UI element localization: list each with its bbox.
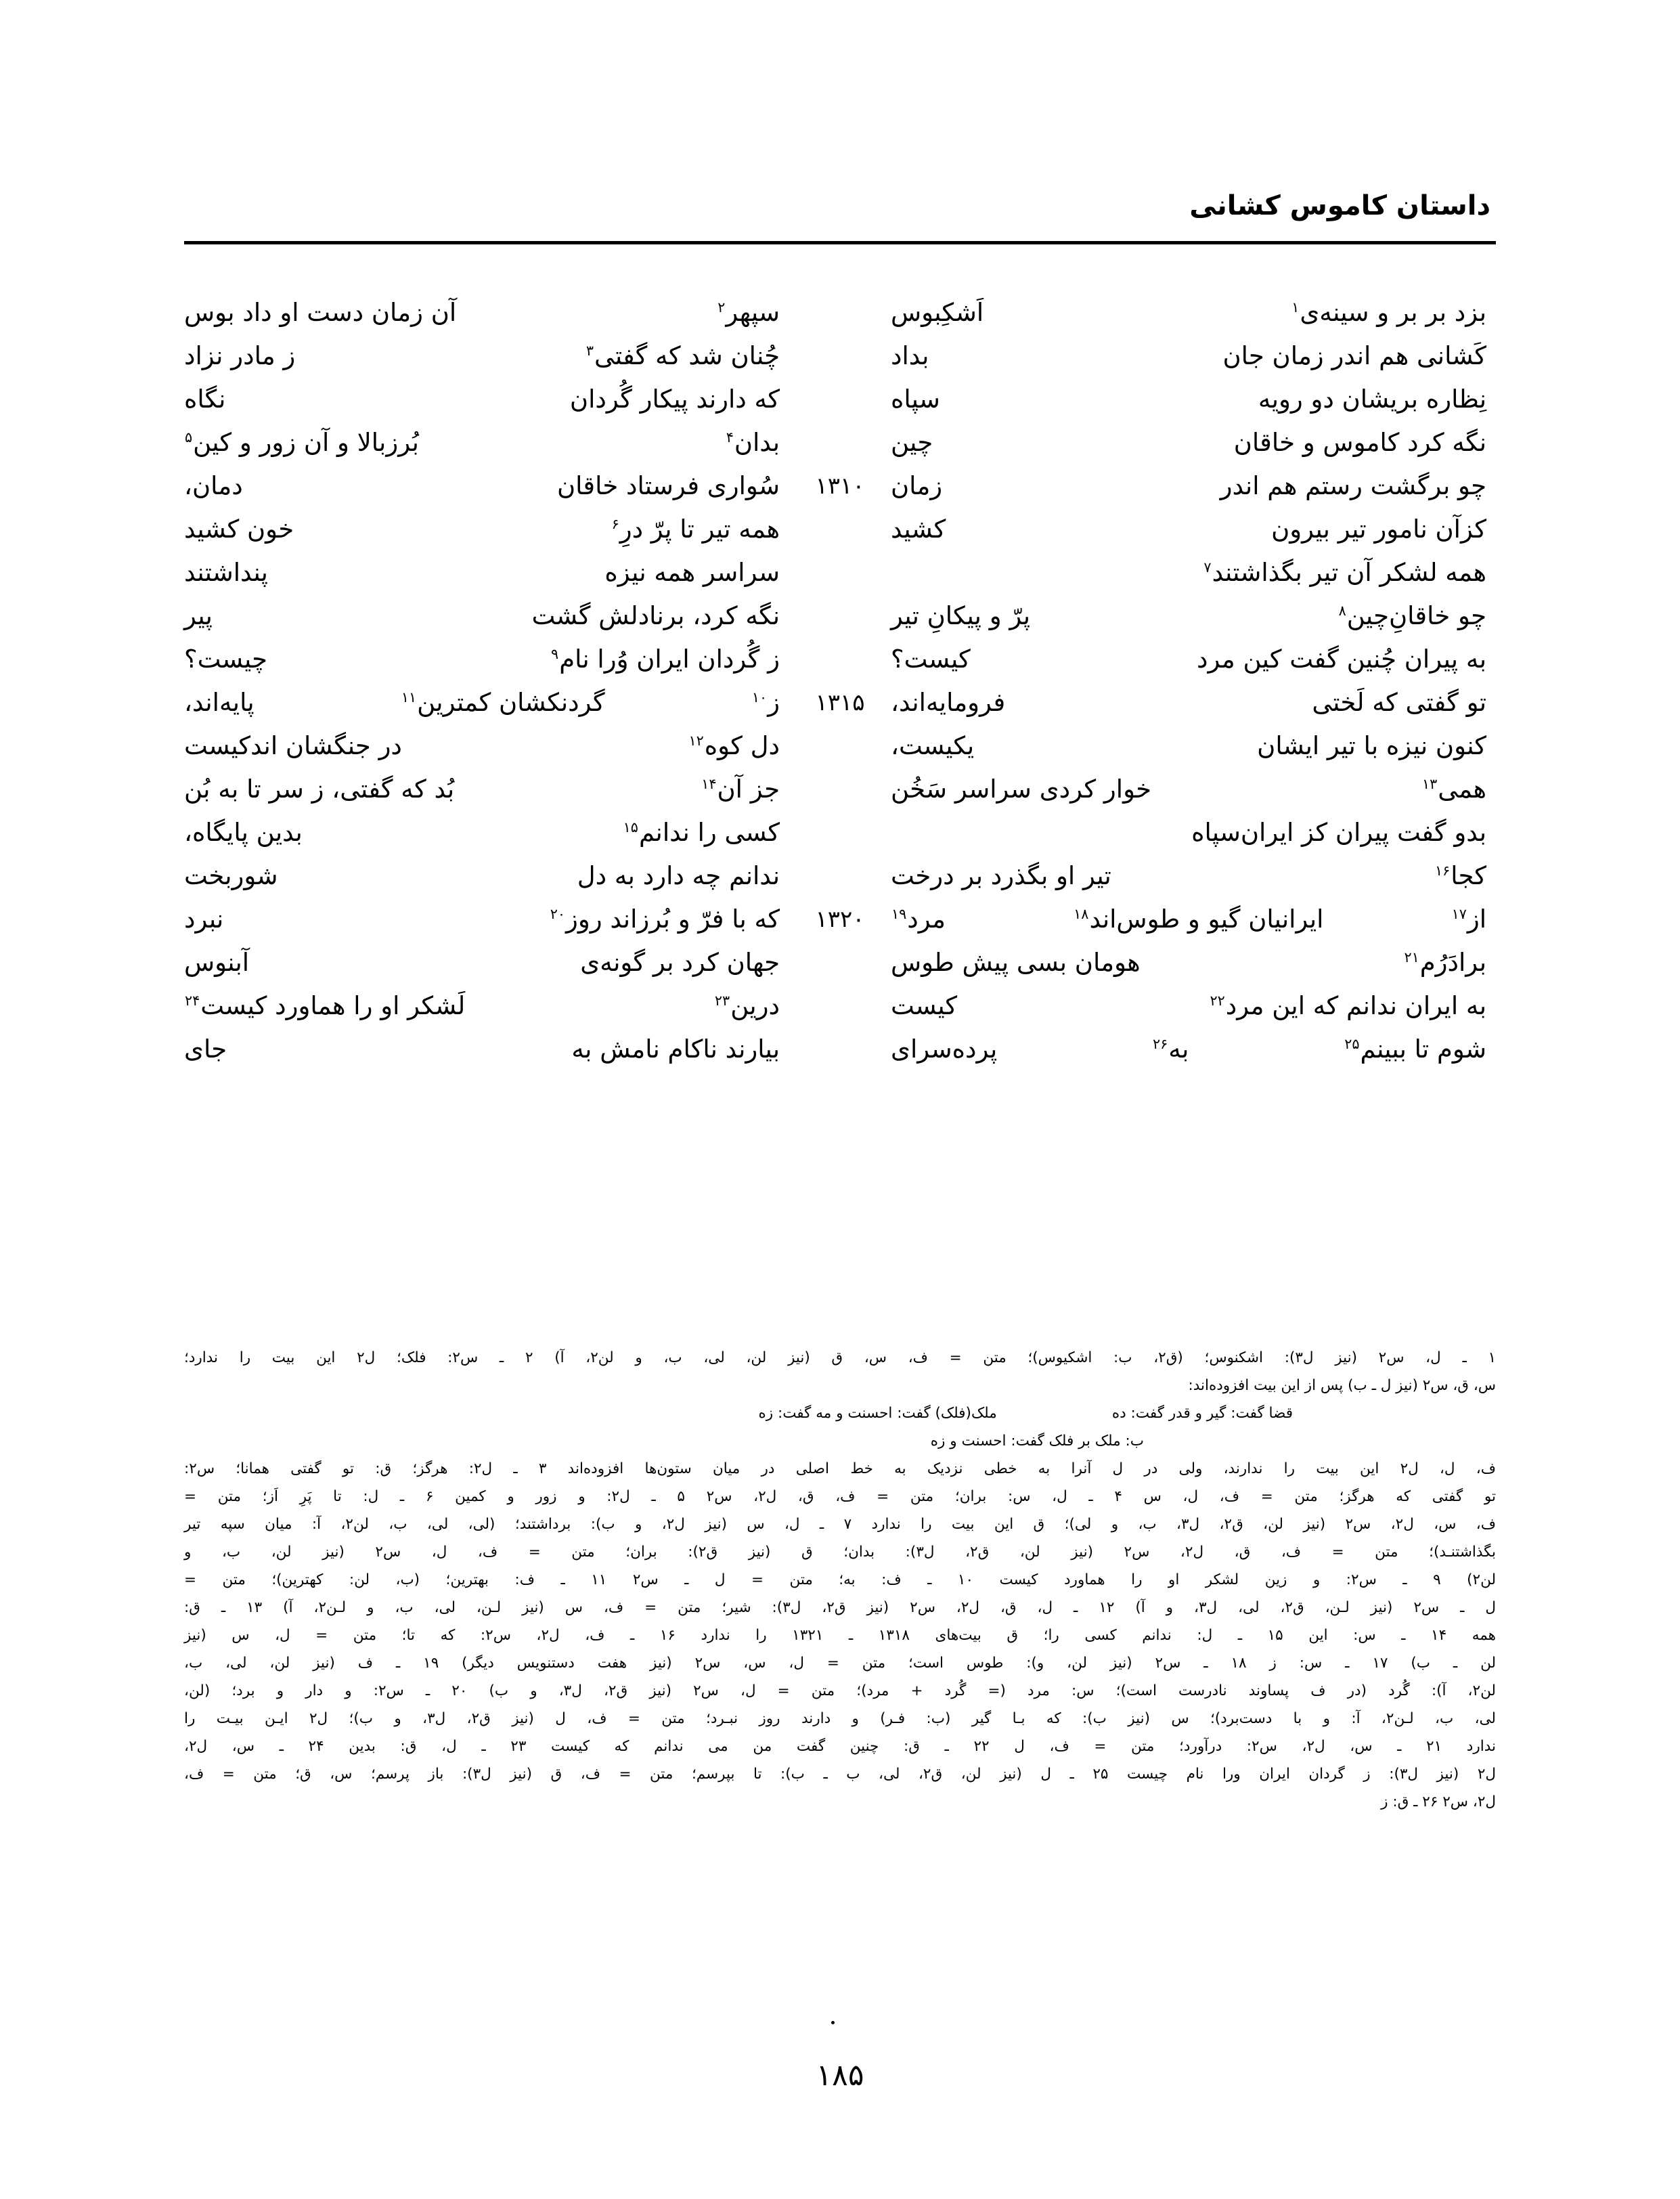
variant-marker: ۱۲	[688, 732, 704, 749]
hemistich-right-cell	[891, 724, 1496, 768]
hemistich-segment: بدان$^۴$	[726, 428, 780, 457]
hemistich-left	[184, 768, 789, 811]
variant-marker: ۲۵	[1344, 1035, 1360, 1052]
verse-number	[789, 334, 891, 343]
hemistich-segment: ایرانیان گیو و طوس‌اند$^{۱۸}$	[1074, 905, 1324, 934]
verse-number	[789, 594, 891, 603]
verse-couplet	[184, 898, 1496, 941]
variant-marker: ۵	[185, 429, 193, 445]
verse-couplet	[184, 291, 1496, 334]
hemistich-left	[184, 811, 789, 854]
variant-marker: ۲۳	[714, 992, 730, 1009]
folio-number: ۱۸۵	[816, 2058, 864, 2093]
hemistich-segment: کشید	[891, 515, 946, 544]
verse-number	[789, 378, 891, 386]
verse-number	[789, 984, 891, 993]
verse-couplet	[184, 508, 1496, 551]
hemistich-segment: خوار کردی سراسر سَخُن	[891, 775, 1152, 804]
variant-marker: ۸	[1338, 602, 1346, 619]
hemistich-segment: هومان بسی پیش طوس	[891, 948, 1141, 977]
hemistich-segment: لَشکر او را هماورد کیست$^{۲۴}$	[185, 991, 466, 1020]
hemistich-segment: همه تیر تا پرّ درِ$^۶$	[611, 515, 780, 544]
apparatus-inserted-variant	[184, 1427, 1496, 1455]
hemistich-segment: به ایران ندانم که این مرد$^{۲۲}$	[1210, 991, 1486, 1020]
hemistich-left-cell	[184, 768, 789, 811]
variant-marker: ۲۴	[185, 992, 200, 1009]
hemistich-right-cell	[891, 378, 1496, 421]
hemistich-right-cell	[891, 291, 1496, 334]
hemistich-left	[184, 421, 789, 464]
hemistich-segment: دمان،	[184, 471, 243, 500]
apparatus-line: لن۲، آ): گُرد (در ف پساوند نادرست است)؛ س: مرد (= گُرد + مرد)؛ متن = ل، س۲ (نیز ق۲، ل۳، و ب) ۲۰ ـ س۲: و دار و برد؛ (لن،	[184, 1682, 1496, 1699]
hemistich-right	[891, 464, 1496, 508]
hemistich-right	[891, 768, 1496, 811]
hemistich-left-cell	[184, 378, 789, 421]
hemistich-left	[184, 898, 789, 941]
hemistich-segment: ندانم چه دارد به دل	[577, 861, 780, 890]
hemistich-right	[891, 378, 1496, 421]
verse-number	[789, 421, 891, 429]
hemistich-segment: بزد بر بر و سینه‌ی$^۱$	[1291, 298, 1486, 327]
running-head: داستان کاموس کشانی	[1189, 190, 1490, 221]
variant-marker: ۱۶	[1434, 862, 1451, 879]
hemistich-right	[891, 854, 1496, 898]
apparatus-line: بگذاشتنـد)؛ متن = ف، ق، ل۲، س۲ (نیز لن، ق۲، ل۳): بدان؛ ق (نیز ق۲): بران؛ متن = ف، ل، س۲ (نیز لن، ب، و	[184, 1544, 1497, 1561]
hemistich-right-cell	[891, 551, 1496, 594]
verse-number: ۱۳۱۰	[815, 473, 865, 500]
hemistich-right	[891, 638, 1496, 681]
hemistich-segment: پنداشتند	[184, 558, 268, 587]
apparatus-line: تو گفتی که هرگز؛ متن = ف، ل، س ۴ ـ ل، س: بران؛ متن = ف، ق، ل۲، س۲ ۵ ـ ل۲: و زور و کمین ۶ ـ ل: تا پَرِ اَز؛ متن =	[184, 1488, 1496, 1505]
hemistich-left-cell	[184, 811, 789, 854]
hemistich-right	[891, 941, 1496, 984]
hemistich-segment: بدو گفت پیران کز ایران‌سپاه	[1191, 818, 1486, 847]
hemistich-left	[184, 681, 789, 724]
variant-marker: ۱۵	[623, 819, 638, 835]
hemistich-right-cell	[891, 768, 1496, 811]
verse-couplet	[184, 1028, 1496, 1071]
apparatus-inserted-couplet	[184, 1399, 1496, 1427]
hemistich-left	[184, 854, 789, 898]
hemistich-right	[891, 724, 1496, 768]
hemistich-segment: ز$^{۱۰}$	[751, 688, 780, 717]
header-divider	[184, 241, 1496, 244]
verse-couplet	[184, 768, 1496, 811]
verse-number	[789, 724, 891, 733]
variant-marker: ۱۰	[751, 689, 768, 705]
hemistich-left	[184, 551, 789, 594]
hemistich-segment: گردنکشان کمترین$^{۱۱}$	[401, 688, 605, 717]
hemistich-left	[184, 378, 789, 421]
hemistich-left-cell	[184, 551, 789, 594]
hemistich-segment: سپاه	[891, 385, 940, 414]
verse-number	[789, 551, 891, 559]
hemistich-left-cell	[184, 681, 789, 724]
hemistich-right-cell	[891, 464, 1496, 508]
hemistich-right	[891, 984, 1496, 1028]
hemistich-left	[184, 638, 789, 681]
hemistich-segment: پیر	[184, 601, 213, 630]
hemistich-right-cell	[891, 984, 1496, 1028]
verse-number: ۱۳۲۰	[815, 906, 865, 933]
hemistich-left-cell	[184, 638, 789, 681]
hemistich-segment: سپهر$^۲$	[717, 298, 780, 327]
hemistich-segment: ز گُردان ایران وُرا نام$^۹$	[551, 645, 780, 674]
hemistich-left	[184, 291, 789, 334]
variant-marker: ۹	[551, 645, 559, 662]
hemistich-segment: کنون نیزه با تیر ایشان	[1257, 731, 1486, 760]
hemistich-segment: پرّ و پیکانِ تیر	[891, 601, 1031, 630]
hemistich-left	[184, 724, 789, 768]
inserted-hemistich-left: ملک(فلک) گفت: احسنت و مه گفت: زه	[758, 1405, 997, 1422]
hemistich-right	[891, 811, 1496, 854]
variant-marker: ۲۰	[550, 905, 566, 922]
apparatus-line: ف، س، ل۲، س۲ (نیز لن، ق۲، ل۳، ب، و لی)؛ ق این بیت را ندارد ۷ ـ ل، س (نیز ل۲، و ب): برداشتند؛ (لی، لی، ب، لن۲، آ: میان سپه تیر	[184, 1516, 1496, 1533]
hemistich-left-cell	[184, 508, 789, 551]
hemistich-left-cell	[184, 291, 789, 334]
hemistich-right	[891, 421, 1496, 464]
apparatus-line: ۱ ـ ل، س۲ (نیز ل۳): اشکنوس؛ (ق۲، ب: اشکیوس)؛ متن = ف، س، ق (نیز لن، لی، ب، و لن۲، آ) ۲ ـ س۲: فلک؛ ل۲ این بیت را ندارد؛	[184, 1349, 1497, 1366]
verse-couplet	[184, 638, 1496, 681]
hemistich-right-cell	[891, 334, 1496, 378]
verse-couplet	[184, 421, 1496, 464]
verse-couplet	[184, 854, 1496, 898]
hemistich-segment: همه لشکر آن تیر بگذاشتند$^۷$	[1203, 558, 1486, 587]
hemistich-segment: نِظاره بریشان دو رویه	[1258, 385, 1486, 414]
hemistich-segment: پرده‌سرای	[891, 1035, 998, 1064]
hemistich-left-cell	[184, 1028, 789, 1071]
hemistich-segment: بیارند ناکام نامش به	[571, 1035, 780, 1064]
verse-number	[789, 508, 891, 516]
hemistich-right	[891, 681, 1496, 724]
verse-couplet	[184, 681, 1496, 724]
variant-marker: ۱۱	[401, 689, 417, 705]
hemistich-segment: چین	[891, 428, 933, 457]
hemistich-segment: جز آن$^{۱۴}$	[701, 775, 780, 804]
hemistich-segment: ز مادر نزاد	[184, 341, 296, 370]
verse-couplet	[184, 941, 1496, 984]
hemistich-right	[891, 594, 1496, 638]
variant-marker: ۲۲	[1210, 992, 1225, 1009]
variant-marker: ۴	[726, 429, 734, 445]
hemistich-segment: چُنان شد که گفتی$^۳$	[585, 341, 780, 370]
hemistich-segment: بدین پایگاه،	[184, 818, 303, 847]
hemistich-segment: کسی را ندانم$^{۱۵}$	[623, 818, 780, 847]
verse-number	[789, 854, 891, 863]
hemistich-right-cell	[891, 898, 1496, 941]
hemistich-segment: سراسر همه نیزه	[604, 558, 780, 587]
variant-marker: ۱۳	[1421, 775, 1438, 792]
hemistich-right	[891, 508, 1496, 551]
hemistich-segment: یکیست،	[891, 731, 975, 760]
apparatus-line: ف، ل، ل۲ این بیت را ندارند، ولی در ل آنرا به خطی نزدیک به خط اصلی در میان ستون‌ها افزوده‌اند ۳ ـ ل۲: هرگز؛ ق: تو گفتی همانا؛ س۲:	[184, 1460, 1496, 1477]
hemistich-right-cell	[891, 1028, 1496, 1071]
hemistich-segment: از$^{۱۷}$	[1451, 905, 1486, 934]
hemistich-segment: کَشانی هم اندر زمان جان	[1222, 341, 1486, 370]
ink-speck	[831, 2021, 835, 2024]
verse-number	[789, 768, 891, 776]
hemistich-segment: که دارند پیکار گُردان	[569, 385, 780, 414]
hemistich-segment: که با فرّ و بُرزاند روز$^{۲۰}$	[550, 905, 780, 934]
page-header	[184, 191, 1496, 265]
hemistich-right-cell	[891, 508, 1496, 551]
hemistich-segment: مرد$^{۱۹}$	[891, 905, 946, 934]
hemistich-right-cell	[891, 421, 1496, 464]
hemistich-segment: اَشکِبوس	[891, 298, 984, 327]
verse-couplet	[184, 551, 1496, 594]
inserted-variant-text: ب: ملک بر فلک گفت: احسنت و زه	[930, 1433, 1144, 1450]
hemistich-left	[184, 464, 789, 508]
hemistich-segment: تو گفتی که لَختی	[1312, 688, 1486, 717]
variant-marker: ۶	[611, 515, 619, 532]
hemistich-right-cell	[891, 811, 1496, 854]
hemistich-segment: چو برگشت رستم هم اندر	[1220, 471, 1486, 500]
hemistich-segment: به پیران چُنین گفت کین مرد	[1197, 645, 1486, 674]
verse-couplet	[184, 984, 1496, 1028]
hemistich-segment: همی$^{۱۳}$	[1421, 775, 1486, 804]
apparatus-line: ل۲ (نیز ل۳): ز گردان ایران ورا نام چیست ۲۵ ـ ل (نیز لن، ق۲، لی، ب ـ ب): تا بپرسم؛ متن = ف، ق (نیز ل۳): باز پرسم؛ س، ق؛ متن = ف،	[184, 1766, 1496, 1783]
hemistich-segment: نگه کرد کاموس و خاقان	[1233, 428, 1486, 457]
hemistich-right	[891, 334, 1496, 378]
hemistich-segment: جهان کرد بر گونه‌ی	[580, 948, 780, 977]
hemistich-right-cell	[891, 594, 1496, 638]
hemistich-right-cell	[891, 681, 1496, 724]
hemistich-segment: سُواری فرستاد خاقان	[556, 471, 780, 500]
verse-number	[789, 638, 891, 646]
hemistich-left-cell	[184, 334, 789, 378]
hemistich-right	[891, 898, 1496, 941]
variant-marker: ۲۶	[1153, 1035, 1168, 1052]
hemistich-segment: کیست؟	[891, 645, 971, 674]
hemistich-segment: برادَرُم$^{۲۱}$	[1404, 948, 1486, 977]
apparatus-line: ل ـ س۲ (نیز لـن، ق۲، لی، ل۳، و آ) ۱۲ ـ ل، ق، ل۲، س۲ (نیز ق۲، ل۳): شیر؛ متن = ف، س (نیز لـن، لی، ب، و لـن۲، آ) ۱۳ ـ ق:	[184, 1599, 1496, 1616]
variant-marker: ۷	[1203, 559, 1212, 575]
hemistich-segment: بداد	[891, 341, 929, 370]
hemistich-segment: بُد که گفتی، ز سر تا به بُن	[184, 775, 455, 804]
variant-marker: ۱	[1291, 299, 1300, 315]
apparatus-line: ل۲، س۲ ۲۶ ـ ق: ز	[1381, 1793, 1496, 1810]
verse-couplet	[184, 594, 1496, 638]
hemistich-segment: تیر او بگذرد بر درخت	[891, 861, 1111, 890]
hemistich-segment: نگه کرد، برنادلش گشت	[531, 601, 780, 630]
verse-body	[184, 291, 1496, 1071]
verse-couplet	[184, 724, 1496, 768]
verse-number: ۱۳۱۵	[815, 689, 865, 716]
verse-number	[789, 291, 891, 299]
hemistich-left	[184, 984, 789, 1028]
hemistich-segment: نبرد	[184, 905, 224, 934]
variant-marker: ۱۹	[891, 905, 907, 922]
hemistich-left-cell	[184, 594, 789, 638]
hemistich-left	[184, 334, 789, 378]
variant-marker: ۳	[585, 342, 594, 359]
hemistich-segment: به$^{۲۶}$	[1153, 1035, 1189, 1064]
hemistich-left-cell	[184, 984, 789, 1028]
verse-number	[789, 941, 891, 949]
verse-number	[789, 811, 891, 819]
hemistich-segment: درین$^{۲۳}$	[714, 991, 780, 1020]
hemistich-segment: کجا$^{۱۶}$	[1434, 861, 1486, 890]
variant-marker: ۱۸	[1074, 905, 1089, 922]
hemistich-right	[891, 1028, 1496, 1071]
hemistich-segment: کیست	[891, 991, 958, 1020]
hemistich-segment: پایه‌اند،	[184, 688, 255, 717]
hemistich-right-cell	[891, 941, 1496, 984]
verse-number	[789, 1028, 891, 1036]
hemistich-segment: شوم تا ببینم$^{۲۵}$	[1344, 1035, 1486, 1064]
hemistich-right	[891, 291, 1496, 334]
hemistich-segment: آبنوس	[184, 948, 250, 977]
hemistich-segment: فرومایه‌اند،	[891, 688, 1006, 717]
hemistich-segment: خون کشید	[184, 515, 294, 544]
variant-marker: ۱۴	[701, 775, 717, 792]
verse-couplet	[184, 334, 1496, 378]
hemistich-segment: جای	[184, 1035, 227, 1064]
hemistich-segment: چو خاقانِ‌چین$^۸$	[1338, 601, 1486, 630]
apparatus-line: ندارد ۲۱ ـ س، ل۲، س۲: درآورد؛ متن = ف، ل ۲۲ ـ ق: چنین گفت من می ندانم که کیست ۲۳ ـ ل، ق: بدین ۲۴ ـ س، ل۲،	[184, 1738, 1496, 1755]
hemistich-left-cell	[184, 898, 789, 941]
apparatus-line: همه ۱۴ ـ س: این ۱۵ ـ ل: ندانم کسی را؛ ق بیت‌های ۱۳۱۸ ـ ۱۳۲۱ را ندارد ۱۶ ـ ف، ل۲، س۲: که تا؛ متن = ل، س (نیز	[184, 1627, 1497, 1644]
hemistich-right-cell	[891, 854, 1496, 898]
hemistich-segment: دل کوه$^{۱۲}$	[688, 731, 780, 760]
variant-marker: ۲	[717, 299, 726, 315]
apparatus-line: لی، ب، لـن۲، آ: و با دست‌برد)؛ س (نیز ب): که بـا گیر (ب: فـر) و دارند روز نبـرد؛ متن = ف، ل (نیز ق۲، ل۳، و ب)؛ ل۲ ایـن بیـت را	[184, 1710, 1496, 1727]
hemistich-segment: زمان	[891, 471, 943, 500]
inserted-hemistich-right: قضا گفت: گیر و قدر گفت: ده	[1111, 1405, 1293, 1422]
hemistich-segment: چیست؟	[184, 645, 268, 674]
hemistich-left-cell	[184, 854, 789, 898]
hemistich-left-cell	[184, 941, 789, 984]
hemistich-left-cell	[184, 724, 789, 768]
hemistich-segment: بُرزبالا و آن زور و کین$^۵$	[185, 428, 419, 457]
verse-couplet	[184, 464, 1496, 508]
hemistich-right-cell	[891, 638, 1496, 681]
hemistich-segment: شوربخت	[184, 861, 278, 890]
hemistich-segment: آن زمان دست او داد بوس	[184, 298, 457, 327]
hemistich-segment: کزآن نامور تیر بیرون	[1271, 515, 1486, 544]
verse-couplet	[184, 811, 1496, 854]
apparatus-line: س، ق، س۲ (نیز ل ـ ب) پس از این بیت افزوده‌اند:	[1188, 1377, 1496, 1394]
hemistich-left	[184, 594, 789, 638]
hemistich-segment: در جنگشان اندکیست	[184, 731, 402, 760]
hemistich-left-cell	[184, 464, 789, 508]
variant-marker: ۲۱	[1404, 949, 1419, 965]
variant-marker: ۱۷	[1451, 905, 1467, 922]
hemistich-left	[184, 1028, 789, 1071]
apparatus-line: لن۲) ۹ ـ س۲: و زین لشکر او را هماورد کیست ۱۰ ـ ف: به؛ متن = ل ـ س۲ ۱۱ ـ ف: بهترین؛ (ب، لن: کهترین)؛ متن =	[184, 1571, 1496, 1588]
apparatus-criticus	[184, 1344, 1496, 1816]
hemistich-left-cell	[184, 421, 789, 464]
verse-couplet	[184, 378, 1496, 421]
hemistich-segment: نگاه	[184, 385, 226, 414]
apparatus-line: لن ـ ب) ۱۷ ـ س: ز ۱۸ ـ س۲ (نیز لن، و): طوس است؛ متن = ل، س، س۲ (نیز هفت دستنویس دیگر) ۱۹ ـ ف (نیز لن، لی، ب،	[184, 1655, 1497, 1672]
hemistich-left	[184, 941, 789, 984]
hemistich-left	[184, 508, 789, 551]
hemistich-right	[891, 551, 1496, 594]
